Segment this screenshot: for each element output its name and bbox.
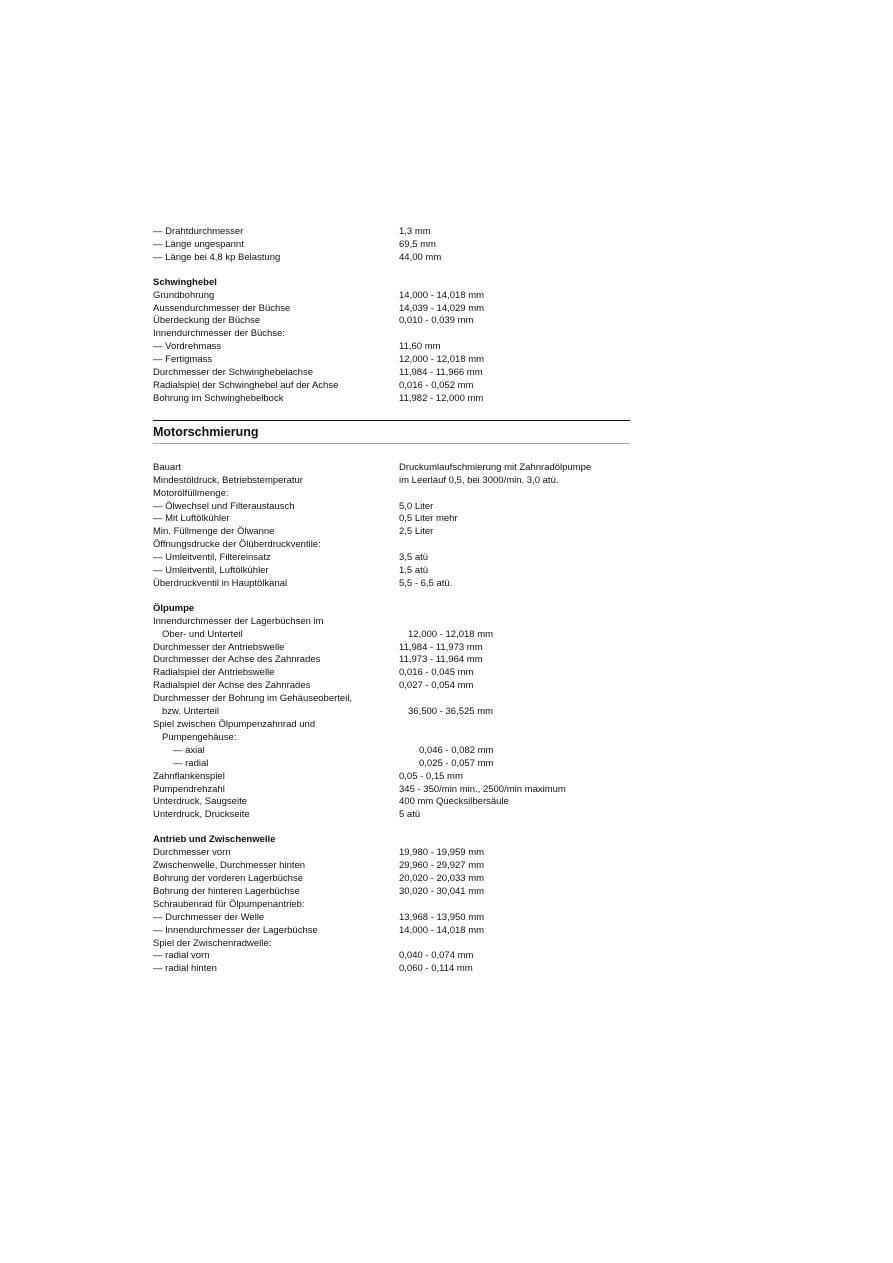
spec-label: — Innendurchmesser der Lagerbüchse: [153, 924, 318, 936]
spec-value: 1,5 atü: [399, 565, 429, 577]
spec-label: Überdruckventil in Hauptölkanal: [153, 577, 288, 589]
spec-label: Motorölfüllmenge:: [153, 487, 229, 499]
spec-label: — axial: [173, 744, 205, 756]
spec-row: [153, 616, 633, 629]
spec-label: — Durchmesser der Welle: [153, 911, 265, 923]
spec-value: 0,046 - 0,082 mm: [419, 744, 494, 756]
spec-label: Öffnungsdrucke der Ölüberdruckventile:: [153, 539, 321, 551]
spec-row: [153, 539, 633, 552]
spec-row: [153, 784, 633, 797]
spec-row: [153, 380, 633, 393]
spec-label: Zwischenwelle, Durchmesser hinten: [153, 860, 306, 872]
spec-value: 30,020 - 30,041 mm: [399, 885, 485, 897]
spec-row: [153, 501, 633, 514]
spec-value: 1,3 mm: [399, 226, 431, 237]
spec-value: 11,984 - 11,973 mm: [399, 641, 483, 653]
spec-label: Bohrung im Schwinghebelbock: [153, 392, 284, 404]
spec-value: 14,000 - 14,018 mm: [399, 924, 485, 936]
spec-value: Druckumlaufschmierung mit Zahnradölpumpe: [399, 461, 592, 473]
spec-row: [153, 886, 633, 899]
spec-label: — Mit Luftölkühler: [153, 513, 230, 525]
spec-value: 44,00 mm: [399, 251, 442, 263]
section-rule: [153, 443, 630, 444]
spec-label: Zahnflankenspiel: [153, 770, 225, 782]
section-header: [153, 420, 633, 444]
spec-row: [153, 565, 633, 578]
spec-label: Pumpendrehzahl: [153, 783, 225, 795]
spec-value: 11,60 mm: [399, 341, 441, 353]
spec-label: Pumpengehäuse:: [162, 731, 237, 743]
spec-value: 12,000 - 12,018 mm: [408, 628, 494, 640]
spec-value: 0,05 - 0,15 mm: [399, 770, 463, 782]
spec-row: [153, 252, 633, 265]
spec-row: [153, 354, 633, 367]
spec-label: Ober- und Unterteil: [162, 628, 243, 640]
spec-row: [153, 860, 633, 873]
spec-label: Aussendurchmesser der Büchse: [153, 302, 291, 314]
spec-label: Bauart: [153, 461, 181, 473]
spec-label: — radial hinten: [153, 963, 217, 975]
spec-row: [153, 706, 633, 719]
spec-row: [153, 513, 633, 526]
document-page: [153, 226, 633, 976]
spec-row: [153, 290, 633, 303]
spec-row: [153, 367, 633, 380]
spec-label: Unterdruck, Druckseite: [153, 809, 250, 821]
spec-row: [153, 462, 633, 475]
spec-value: 5,0 Liter: [399, 500, 434, 512]
spec-label: bzw. Unterteil: [162, 706, 220, 718]
spec-value: 11,984 - 11,966 mm: [399, 367, 483, 379]
spec-row: [153, 475, 633, 488]
spec-label: Innendurchmesser der Lagerbüchsen im: [153, 615, 324, 627]
spec-value: 14,000 - 14,018 mm: [399, 289, 485, 301]
spec-row: [153, 488, 633, 501]
spec-row: [153, 654, 633, 667]
spec-row: [153, 847, 633, 860]
spec-value: 11,982 - 12,000 mm: [399, 392, 484, 404]
spec-label: — radial: [173, 757, 209, 769]
spec-label: — Ölwechsel und Filteraustausch: [153, 500, 295, 512]
spec-value: 19,980 - 19,959 mm: [399, 847, 485, 859]
spec-label: — Vordrehmass: [153, 341, 222, 353]
spec-row: [153, 938, 633, 951]
spec-value: im Leerlauf 0,5, bei 3000/min. 3,0 atü.: [399, 474, 559, 486]
spec-row: [153, 226, 633, 239]
spec-value: 20,020 - 20,033 mm: [399, 872, 485, 884]
spec-label: Radialspiel der Achse des Zahnrades: [153, 680, 311, 692]
spec-row: [153, 873, 633, 886]
spec-label: — Umleitventil, Luftölkühler: [153, 565, 269, 577]
spec-value: 345 - 350/min min., 2500/min maximum: [399, 783, 566, 795]
spec-value: 0,010 - 0,039 mm: [399, 315, 474, 327]
subsection-title: Ölpumpe: [153, 602, 195, 614]
spec-value: 0,025 - 0,057 mm: [419, 757, 494, 769]
oil-pump-specs: [153, 603, 633, 822]
spec-label: Durchmesser der Schwinghebelachse: [153, 367, 313, 379]
lubrication-specs: [153, 462, 633, 591]
spec-label: Bohrung der vorderen Lagerbüchse: [153, 872, 303, 884]
spec-value: 400 mm Quecksilbersäule: [399, 796, 509, 808]
spec-value: 3,5 atü: [399, 552, 429, 564]
spec-label: Unterdruck, Saugseite: [153, 796, 247, 808]
spec-row: [153, 642, 633, 655]
spec-row: [153, 950, 633, 963]
spec-value: 5 atü: [399, 809, 421, 821]
spec-row: [153, 552, 633, 565]
spec-row: [153, 393, 633, 406]
spec-row: [153, 899, 633, 912]
spec-row: [153, 526, 633, 539]
spec-value: 12,000 - 12,018 mm: [399, 354, 485, 366]
spec-label: — Umleitventil, Filtereinsatz: [153, 552, 271, 564]
spec-row: [153, 315, 633, 328]
spec-label: Schraubenrad für Ölpumpenantrieb:: [153, 898, 305, 910]
spec-label: — Drahtdurchmesser: [153, 226, 244, 237]
spec-label: Innendurchmesser der Büchse:: [153, 328, 286, 340]
spec-value: 2,5 Liter: [399, 526, 434, 538]
spec-row: [153, 925, 633, 938]
spec-row: [153, 809, 633, 822]
spec-label: Min. Füllmenge der Ölwanne: [153, 526, 275, 538]
spec-row: [153, 771, 633, 784]
spec-row: [153, 796, 633, 809]
spec-value: 0,040 - 0,074 mm: [399, 950, 474, 962]
spec-value: 69,5 mm: [399, 238, 436, 250]
spec-row: [153, 758, 633, 771]
spec-row: [153, 629, 633, 642]
section-title: Motorschmierung: [153, 424, 259, 439]
spec-value: 0,5 Liter mehr: [399, 513, 458, 525]
spec-label: Überdeckung der Büchse: [153, 315, 261, 327]
spec-row: [153, 341, 633, 354]
spec-value: 0,016 - 0,052 mm: [399, 379, 474, 391]
spec-value: 11,973 - 11,964 mm: [399, 654, 483, 666]
spec-label: Radialspiel der Schwinghebel auf der Achse: [153, 379, 339, 391]
spec-row: [153, 328, 633, 341]
spec-label: Durchmesser der Achse des Zahnrades: [153, 654, 321, 666]
spec-value: 36,500 - 36,525 mm: [408, 706, 494, 718]
spec-label: — radial vorn: [153, 950, 210, 962]
subsection-title: Antrieb und Zwischenwelle: [153, 834, 276, 846]
spec-row: [153, 667, 633, 680]
spring-specs: [153, 226, 633, 265]
spec-label: Radialspiel der Antriebswelle: [153, 667, 275, 679]
spec-label: Spiel der Zwischenradwelle:: [153, 937, 272, 949]
rocker-specs: [153, 277, 633, 406]
drive-specs: [153, 834, 633, 976]
spec-value: 0,060 - 0,114 mm: [399, 963, 473, 975]
spec-value: 5,5 - 6,5 atü.: [399, 577, 453, 589]
spec-value: 13,968 - 13,950 mm: [399, 911, 485, 923]
spec-row: [153, 719, 633, 732]
spec-label: Spiel zwischen Ölpumpenzahnrad und: [153, 719, 316, 730]
spec-value: 0,016 - 0,045 mm: [399, 667, 474, 679]
spec-label: Durchmesser vorn: [153, 847, 231, 859]
spec-row: [153, 693, 633, 706]
spec-label: Durchmesser der Antriebswelle: [153, 641, 285, 653]
spec-row: [153, 745, 633, 758]
spec-row: [153, 680, 633, 693]
spec-row: [153, 578, 633, 591]
spec-value: 0,027 - 0,054 mm: [399, 680, 474, 692]
spec-value: 29,960 - 29,927 mm: [399, 860, 485, 872]
spec-row: [153, 303, 633, 316]
spec-label: Bohrung der hinteren Lagerbüchse: [153, 885, 300, 897]
subsection-title: Schwinghebel: [153, 276, 217, 288]
spec-label: Mindestöldruck, Betriebstemperatur: [153, 474, 303, 486]
spec-label: Durchmesser der Bohrung im Gehäuseoberteil,: [153, 693, 353, 705]
spec-row: [153, 963, 633, 976]
spec-value: 14,039 - 14,029 mm: [399, 302, 485, 314]
spec-label: — Fertigmass: [153, 354, 213, 366]
spec-label: — Länge ungespannt: [153, 238, 244, 250]
spec-row: [153, 732, 633, 745]
spec-label: Grundbohrung: [153, 289, 215, 301]
spec-row: [153, 239, 633, 252]
spec-label: — Länge bei 4,8 kp Belastung: [153, 251, 281, 263]
spec-row: [153, 912, 633, 925]
